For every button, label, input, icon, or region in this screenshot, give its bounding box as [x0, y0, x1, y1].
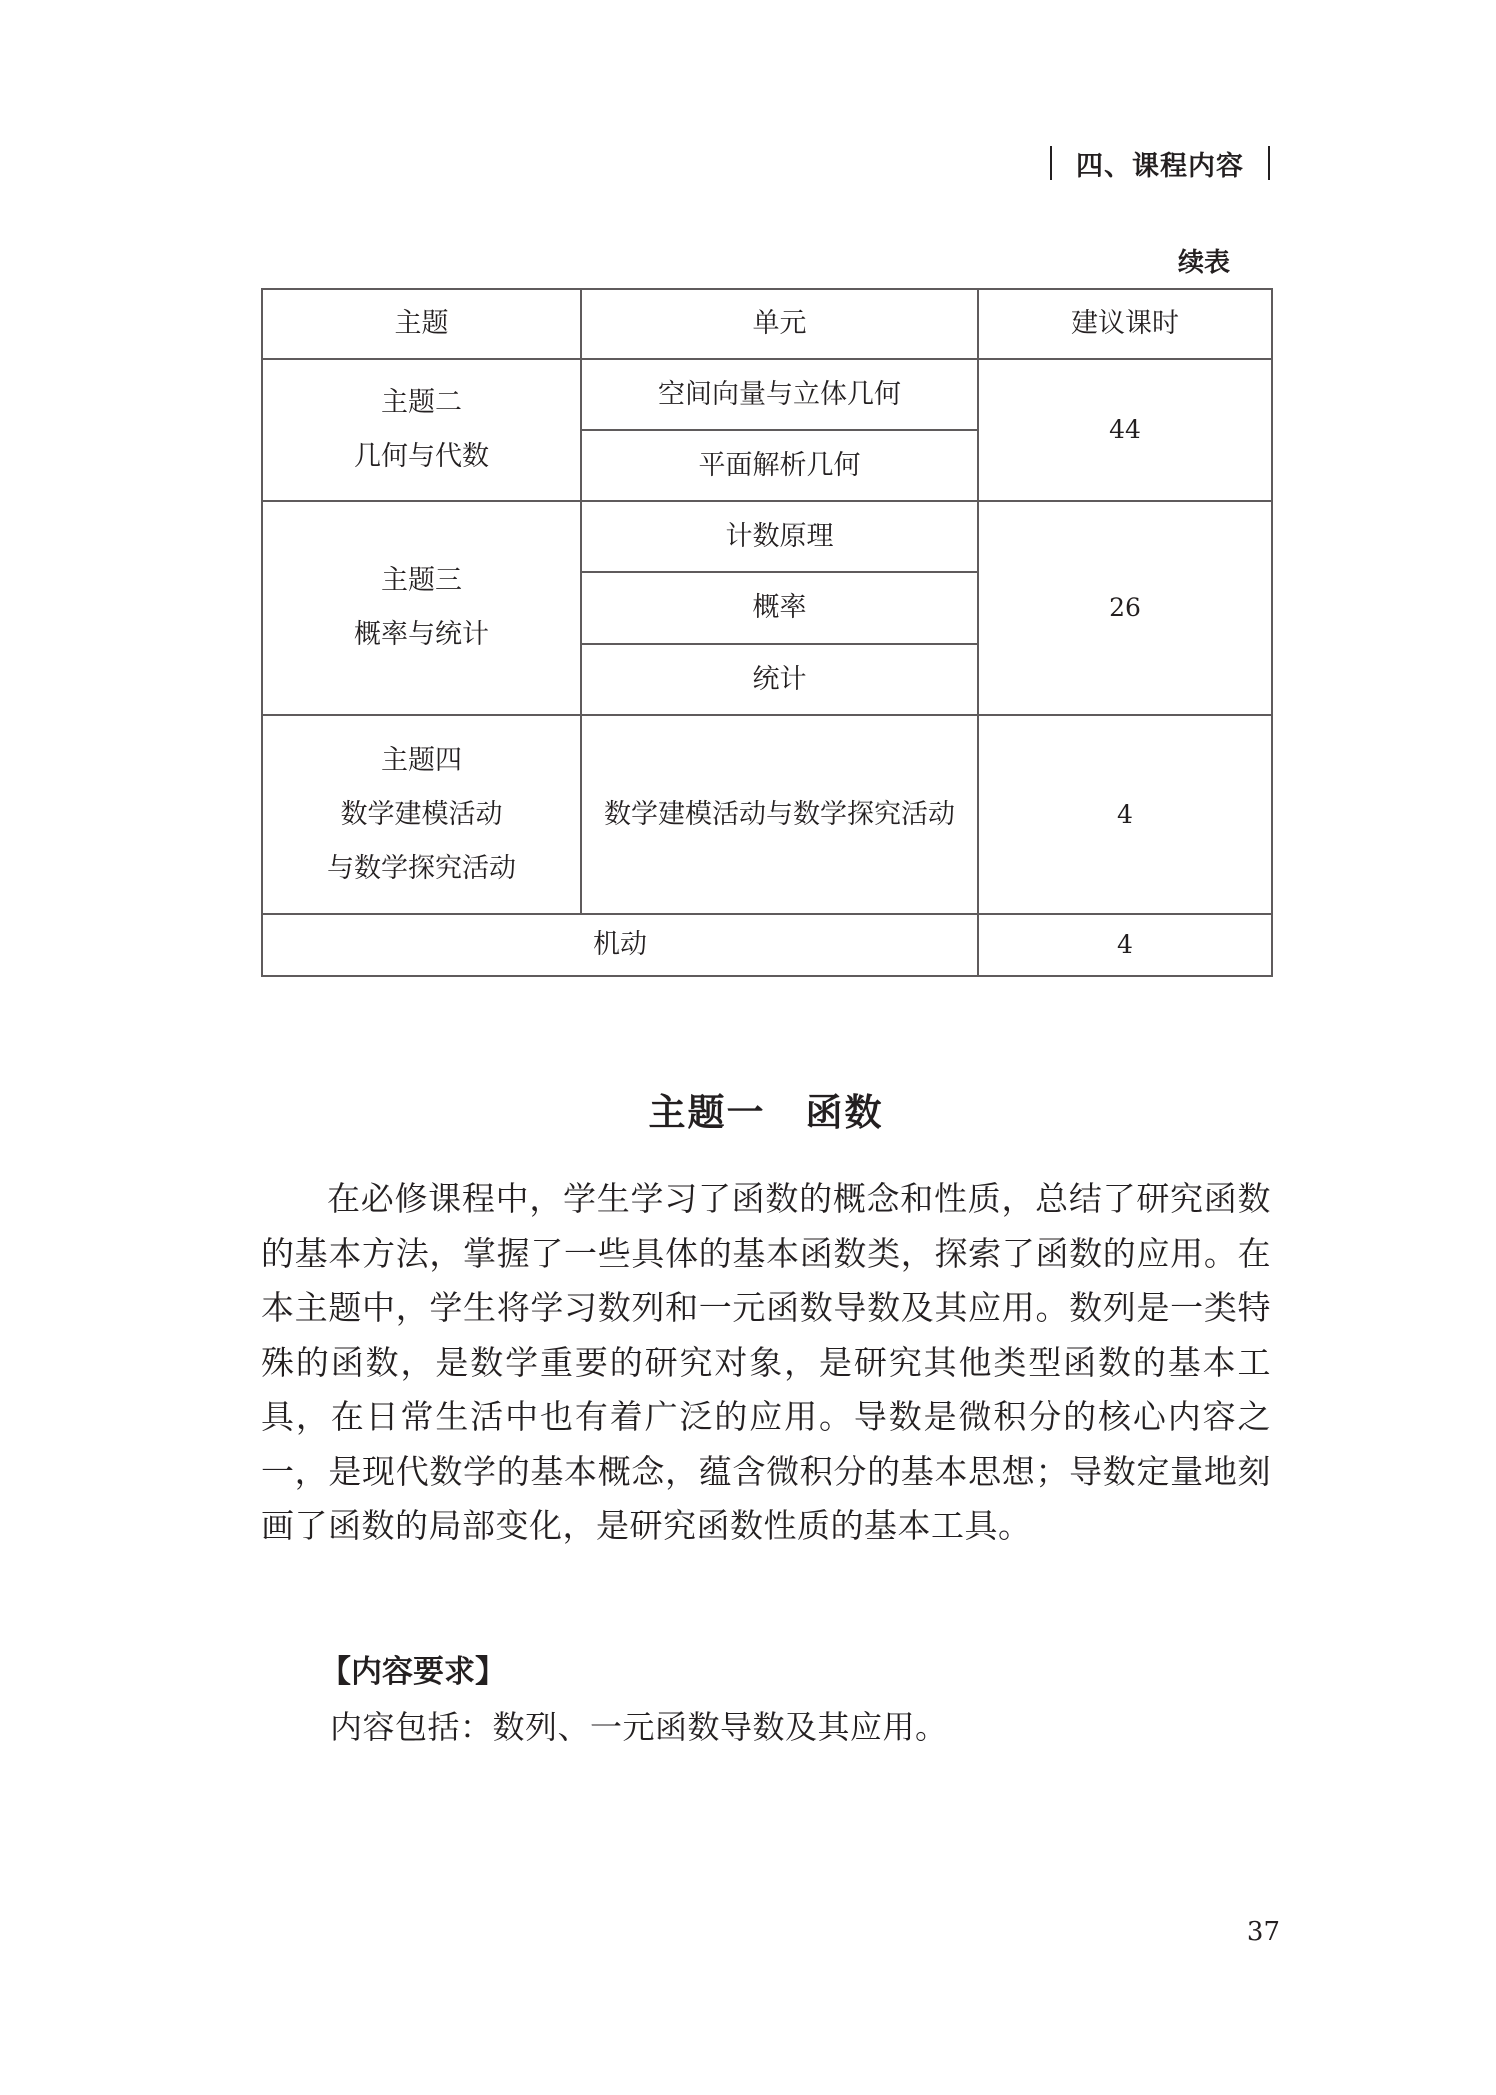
topic-line: 主题二	[381, 387, 462, 418]
flexible-hours-cell: 4	[978, 914, 1272, 976]
requirements-body: 内容包括：数列、一元函数导数及其应用。	[330, 1708, 948, 1746]
topic-cell	[262, 715, 581, 914]
unit-cell: 概率	[581, 572, 978, 644]
unit-cell: 空间向量与立体几何	[581, 359, 978, 430]
section-title-topic: 主题一	[648, 1091, 766, 1134]
table-row	[262, 501, 1272, 572]
table-footer-row	[262, 914, 1272, 976]
unit-cell: 平面解析几何	[581, 430, 978, 501]
topic-line: 数学建模活动	[340, 798, 503, 830]
topic-line: 主题三	[381, 565, 462, 596]
running-header	[1040, 138, 1280, 188]
page-number: 37	[1246, 1917, 1280, 1947]
requirements-heading: 【内容要求】	[320, 1654, 506, 1690]
header-left-rule	[1050, 146, 1052, 180]
header-right-rule	[1268, 146, 1270, 180]
topic-line: 主题四	[381, 744, 462, 776]
flexible-label-cell: 机动	[262, 914, 978, 976]
section-intro-paragraph: 在必修课程中，学生学习了函数的概念和性质，总结了研究函数的基本方法，掌握了一些具体的基本函数类，探索了函数的应用。在本主题中，学生将学习数列和一元函数导数及其应用。数列是一类特殊的函数，是数学重要的研究对象，是研究其他类型函数的基本工具，在日常生活中也有着广泛的应用。导数是微积分的核心内容之一，是现代数学的基本概念，蕴含微积分的基本思想；导数定量地刻画了函数的局部变化，是研究函数性质的基本工具。	[261, 1179, 1271, 1545]
topic-line: 与数学探究活动	[327, 852, 516, 884]
header-cell-hours: 建议课时	[978, 289, 1272, 359]
table-row	[262, 715, 1272, 914]
unit-cell: 统计	[581, 644, 978, 715]
topic-cell	[262, 501, 581, 715]
running-header-title: 四、课程内容	[1076, 150, 1244, 182]
section-title-name: 函数	[805, 1091, 884, 1134]
topic-line: 概率与统计	[354, 619, 489, 650]
hours-cell: 4	[978, 715, 1272, 914]
course-hours-table	[261, 288, 1271, 977]
section-title	[261, 1082, 1271, 1136]
table-caption: 续表	[1177, 248, 1230, 278]
topic-cell	[262, 359, 581, 501]
hours-cell: 26	[978, 501, 1272, 715]
header-cell-unit: 单元	[581, 289, 978, 359]
unit-cell: 计数原理	[581, 501, 978, 572]
table-row	[262, 359, 1272, 430]
hours-cell: 44	[978, 359, 1272, 501]
header-cell-topic: 主题	[262, 289, 581, 359]
table-header-row	[262, 289, 1272, 359]
unit-cell: 数学建模活动与数学探究活动	[581, 715, 978, 914]
topic-line: 几何与代数	[354, 441, 489, 472]
